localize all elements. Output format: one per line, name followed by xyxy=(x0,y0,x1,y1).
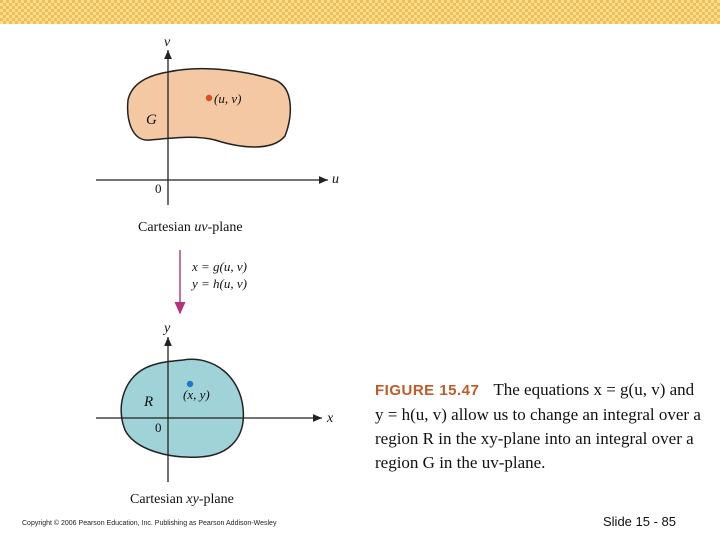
point-uv-dot xyxy=(206,95,212,101)
point-xy-label: (x, y) xyxy=(183,387,210,402)
x-axis-label: x xyxy=(327,411,334,426)
copyright-notice: Copyright © 2006 Pearson Education, Inc. Publishing as Pearson Addison-Wesley xyxy=(22,520,277,527)
figure-caption-text: The equations x = g(u, v) and y = h(u, v) allow us to change an integral over a region R in the xy-plane into an integral over a region G in the uv-plane. xyxy=(375,380,701,472)
point-uv-label: (u, v) xyxy=(214,91,242,106)
mapping-transform xyxy=(180,250,247,313)
v-axis-label: v xyxy=(164,35,171,50)
uv-plane-title: Cartesian uv-plane xyxy=(138,220,243,235)
slide-number: Slide 15 - 85 xyxy=(603,514,676,529)
y-axis-label: y xyxy=(164,321,171,336)
mapping-eq-y: y = h(u, v) xyxy=(192,276,247,291)
xy-plane xyxy=(96,321,334,507)
region-g-shape xyxy=(128,69,291,147)
figure-number-label: FIGURE 15.47 xyxy=(375,382,480,399)
region-r-shape xyxy=(121,359,243,457)
uv-origin-label: 0 xyxy=(155,181,162,196)
u-axis-label: u xyxy=(332,172,339,187)
xy-plane-title: Cartesian xy-plane xyxy=(130,492,234,507)
figure-caption xyxy=(375,378,705,475)
region-r-label: R xyxy=(144,394,154,410)
xy-origin-label: 0 xyxy=(155,420,162,435)
region-g-label: G xyxy=(146,112,157,128)
uv-plane xyxy=(96,35,339,235)
mapping-eq-x: x = g(u, v) xyxy=(192,259,247,274)
